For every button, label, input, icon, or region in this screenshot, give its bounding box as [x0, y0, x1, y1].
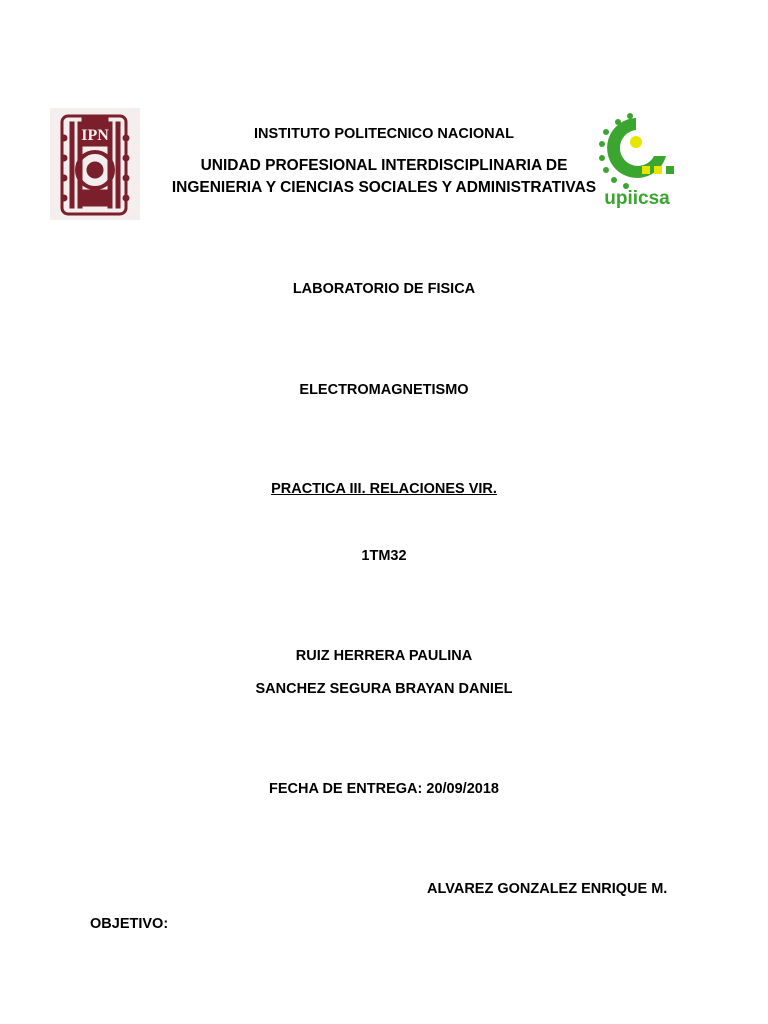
group-code: 1TM32 — [361, 548, 407, 564]
objective-heading: OBJETIVO: — [90, 916, 169, 932]
due-date: FECHA DE ENTREGA: 20/09/2018 — [269, 781, 499, 797]
institution-name: INSTITUTO POLITECNICO NACIONAL — [254, 126, 514, 142]
student-name: SANCHEZ SEGURA BRAYAN DANIEL — [255, 681, 513, 697]
lab-title: LABORATORIO DE FISICA — [292, 281, 476, 297]
unit-name-line-1: UNIDAD PROFESIONAL INTERDISCIPLINARIA DE — [200, 157, 568, 174]
subject-title: ELECTROMAGNETISMO — [299, 382, 469, 398]
practice-title: PRACTICA III. RELACIONES VIR. — [271, 481, 497, 497]
student-name: RUIZ HERRERA PAULINA — [295, 648, 473, 664]
teacher-name: ALVAREZ GONZALEZ ENRIQUE M. — [427, 881, 668, 897]
upiicsa-logo-wordmark: upiicsa — [604, 188, 670, 209]
unit-name-line-2: INGENIERIA Y CIENCIAS SOCIALES Y ADMINISTRATIVAS — [171, 179, 597, 196]
ipn-logo-lettering: IPN — [81, 127, 109, 144]
